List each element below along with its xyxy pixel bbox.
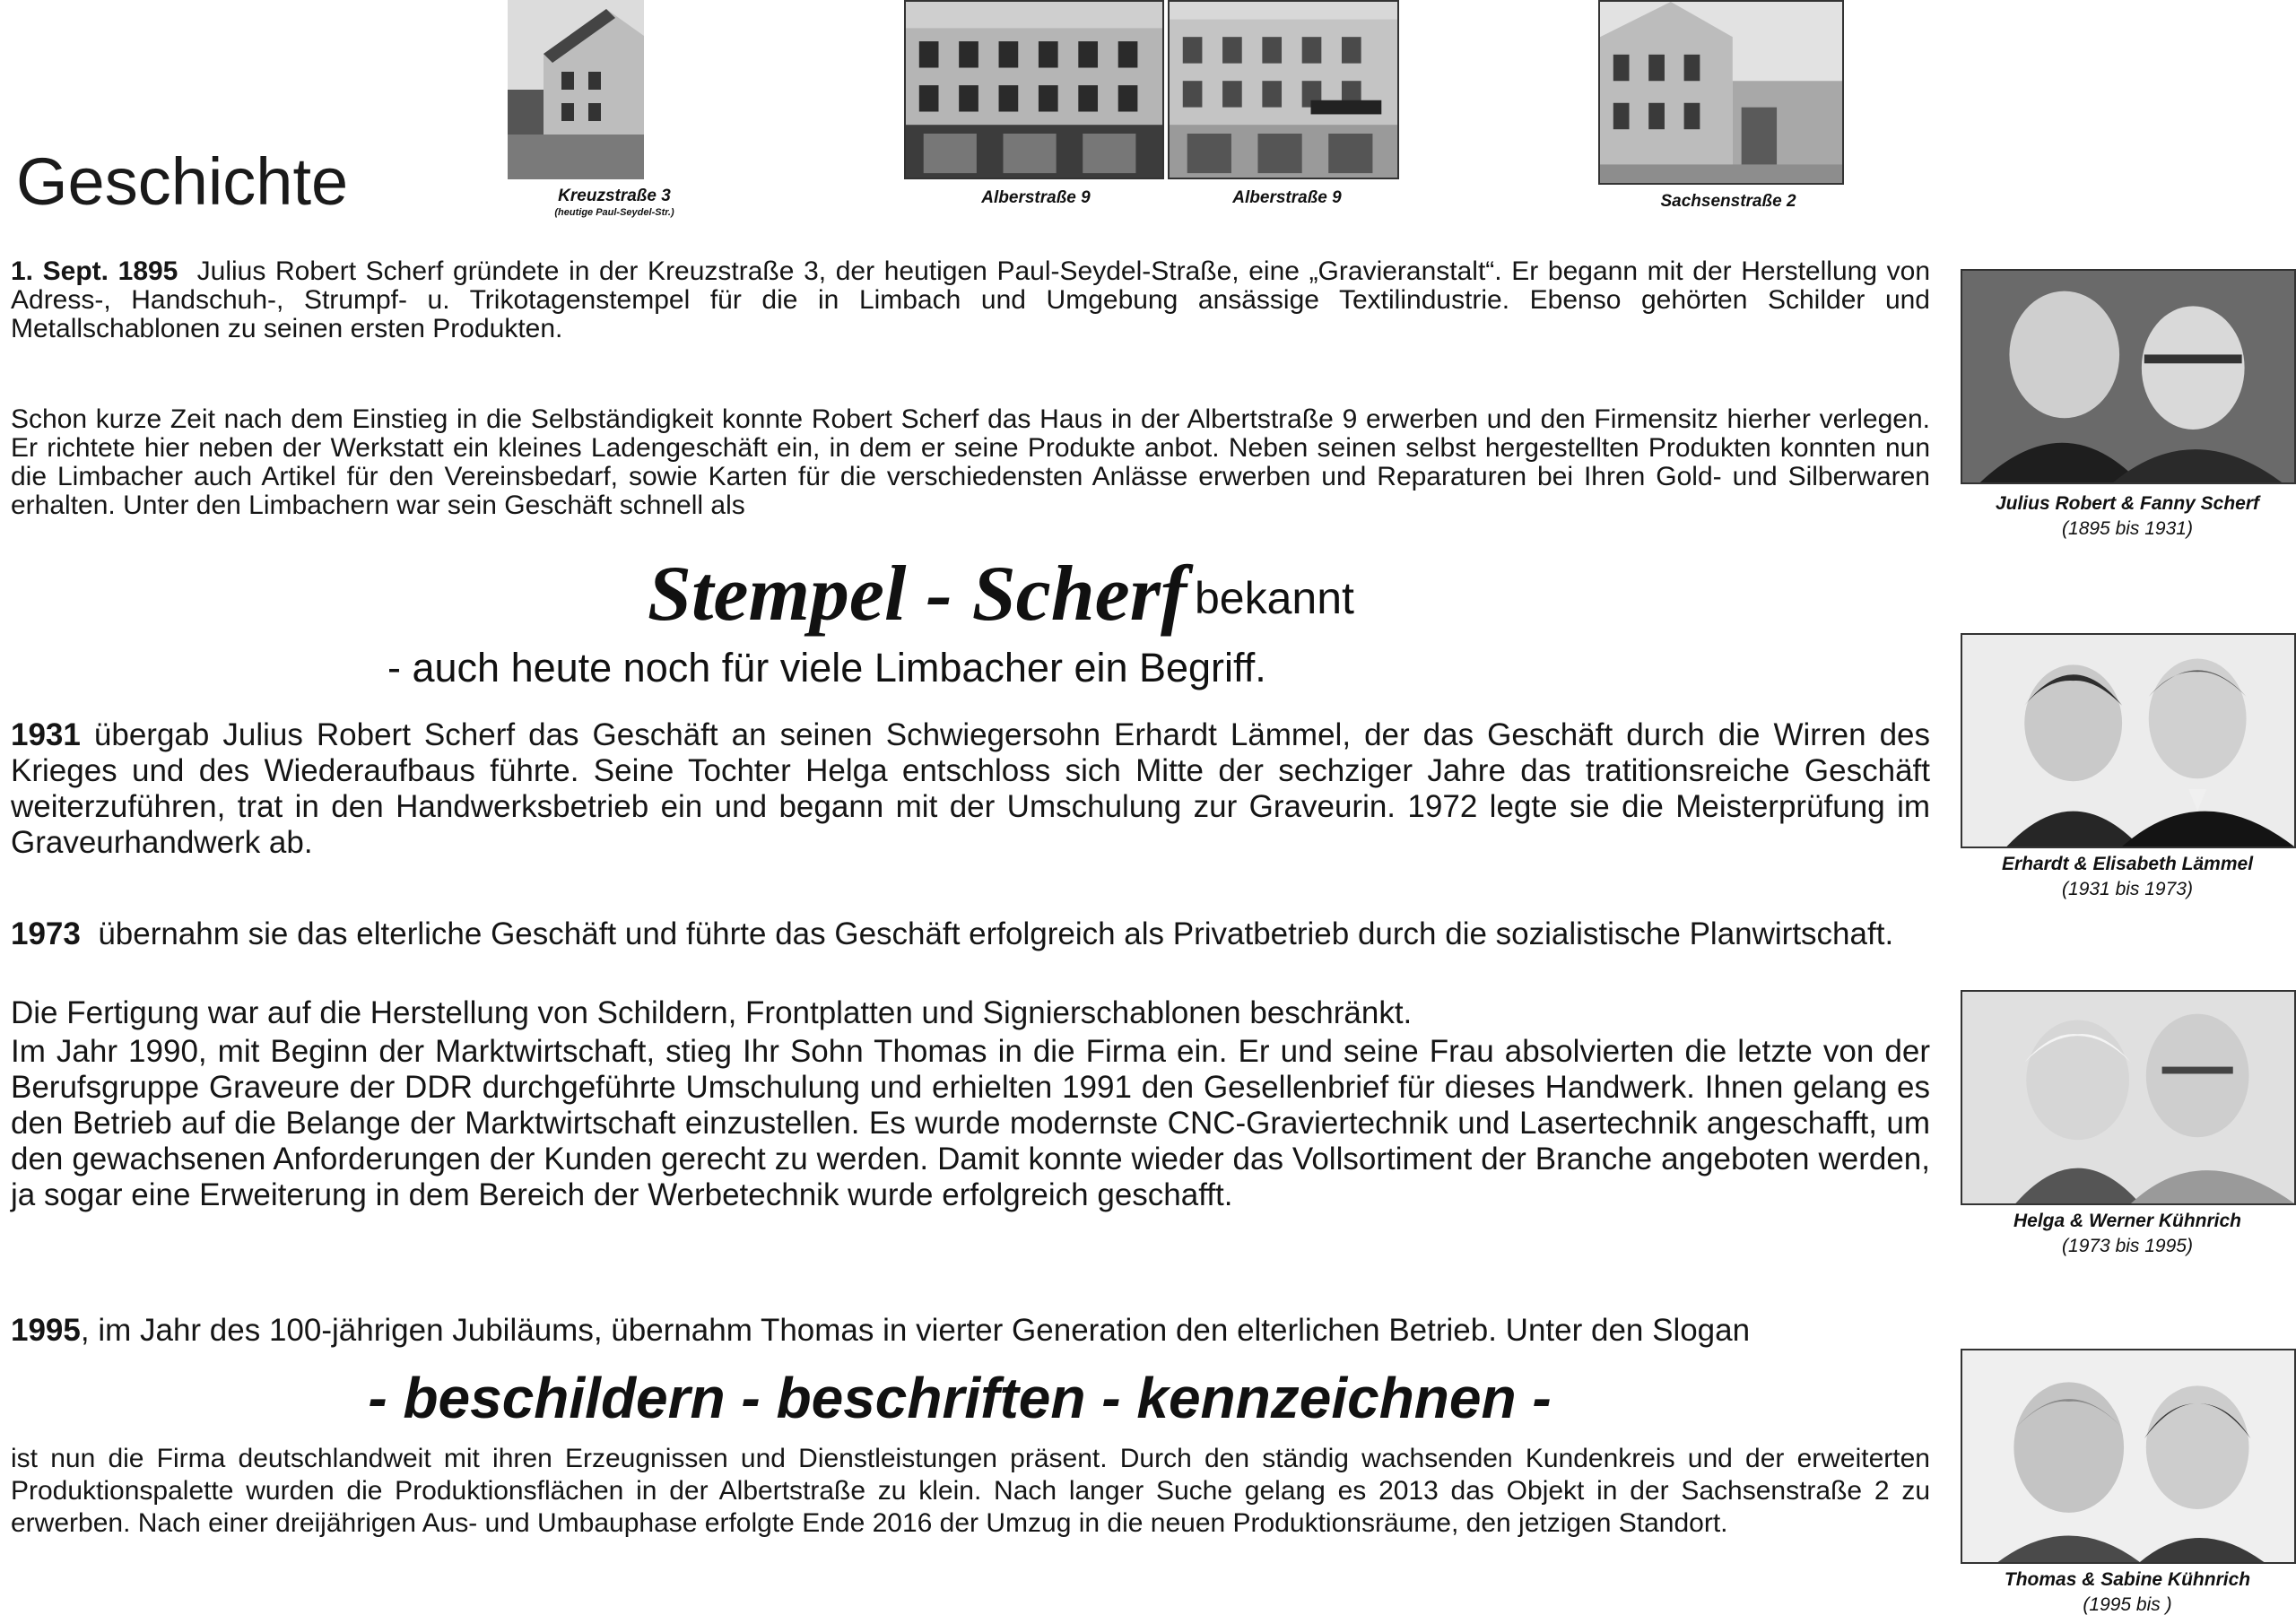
portrait-years-kuehnrich-thomas-sabine: (1995 bis ) xyxy=(2083,1594,2172,1615)
slogan: - beschildern - beschriften - kennzeichnen - xyxy=(368,1366,1552,1430)
portrait-name-scherf: Julius Robert & Fanny Scherf xyxy=(1995,493,2260,514)
building-caption-sachsenstrasse: Sachsenstraße 2 xyxy=(1660,192,1796,211)
building-photo-alberstrasse-new xyxy=(1168,0,1399,179)
building-caption-kreuzstrasse: Kreuzstraße 3 (heutige Paul-Seydel-Str.) xyxy=(554,187,674,218)
page-title: Geschichte xyxy=(16,144,349,219)
portrait-kuehnrich-helga-werner xyxy=(1961,990,2296,1205)
year-1995: 1995 xyxy=(11,1313,81,1348)
portrait-laemmel xyxy=(1961,633,2296,848)
portrait-caption-scherf xyxy=(1959,491,2296,542)
stempel-scherf-title: Stempel - Scherf xyxy=(648,551,1187,638)
paragraph-1931-text: übergab Julius Robert Scherf das Geschäft an seinen Schwiegersohn Erhardt Lämmel, der das Geschäft durch die Wirren des Krieges und des Wiederaufbaus führte. Seine Tochter Helga entschloss sich Mitte der sechziger Jahre das tratitionsreiche Geschäft weiterzuführen, trat in den Handwerksbetrieb ein und begann mit der Umschulung zur Graveurin. 1972 legte sie die Meisterprüfung im Graveurhandwerk ab. xyxy=(11,717,1930,860)
portrait-years-scherf: (1895 bis 1931) xyxy=(2062,518,2193,539)
portrait-years-laemmel: (1931 bis 1973) xyxy=(2062,879,2193,899)
bekannt-text: bekannt xyxy=(1195,573,1354,623)
history-paragraph-1895 xyxy=(11,257,1930,343)
portrait-caption-laemmel xyxy=(1959,852,2296,902)
history-paragraph-1995 xyxy=(11,1313,1930,1349)
history-paragraph-fertigung: Die Fertigung war auf die Herstellung von Schildern, Frontplatten und Signierschablonen beschränkt. xyxy=(11,995,1413,1030)
portrait-scherf xyxy=(1961,269,2296,484)
portrait-years-kuehnrich-helga-werner: (1973 bis 1995) xyxy=(2062,1236,2193,1256)
building-caption-alberstrasse-old: Alberstraße 9 xyxy=(981,188,1091,207)
begriff-text: - auch heute noch für viele Limbacher ein Begriff. xyxy=(387,645,1266,690)
history-paragraph-1931 xyxy=(11,717,1930,861)
history-paragraph-albertstrasse: Schon kurze Zeit nach dem Einstieg in die Selbständigkeit konnte Robert Scherf das Haus in der Albertstraße 9 erwerben und den Firmensitz hierher verlegen. Er richtete hier neben der Werkstatt ein kleines Ladengeschäft ein, in dem er seine Produkte anbot. Neben seinen selbst hergestellten Produkten konnten nun die Limbacher auch Artikel für den Vereinsbedarf, sowie Karten für die verschiedensten Anlässe erwerben und Reparaturen bei Ihren Gold- und Silberwaren erhalten. Unter den Limbachern war sein Geschäft schnell als xyxy=(11,404,1930,520)
portrait-name-laemmel: Erhardt & Elisabeth Lämmel xyxy=(2001,854,2254,874)
building-photo-alberstrasse-old xyxy=(904,0,1164,179)
portrait-caption-kuehnrich-thomas-sabine xyxy=(1959,1567,2296,1615)
building-photo-kreuzstrasse xyxy=(508,0,644,179)
paragraph-1973-text: übernahm sie das elterliche Geschäft und führte das Geschäft erfolgreich als Privatbetrieb durch die sozialistische Planwirtschaft. xyxy=(98,916,1894,951)
building-photo-sachsenstrasse xyxy=(1598,0,1844,185)
paragraph-1895-text: Julius Robert Scherf gründete in der Kreuzstraße 3, der heutigen Paul-Seydel-Straße, eine „Gravieranstalt“. Er begann mit der Herstellung von Adress-, Handschuh-, Strumpf- u. Trikotagenstempel für die in Limbach und Umgebung ansässige Textilindustrie. Ebenso gehörten Schilder und Metallschablonen zu seinen ersten Produkten. xyxy=(11,256,1931,343)
portrait-kuehnrich-thomas-sabine xyxy=(1961,1349,2296,1564)
year-1973: 1973 xyxy=(11,916,81,951)
portrait-caption-kuehnrich-helga-werner xyxy=(1959,1209,2296,1259)
portrait-name-kuehnrich-helga-werner: Helga & Werner Kühnrich xyxy=(2013,1211,2241,1231)
history-paragraph-1973 xyxy=(11,916,1930,952)
year-1895: 1. Sept. 1895 xyxy=(11,256,178,286)
paragraph-1995-text: , im Jahr des 100-jährigen Jubiläums, übernahm Thomas in vierter Generation den elterlichen Betrieb. Unter den Slogan xyxy=(80,1313,1751,1348)
building-caption-alberstrasse-new: Alberstraße 9 xyxy=(1232,188,1342,207)
history-paragraph-1990: Im Jahr 1990, mit Beginn der Marktwirtschaft, stieg Ihr Sohn Thomas in die Firma ein. Er und seine Frau absolvierten die letzte von der Berufsgruppe Graveure der DDR durchgeführte Umschulung und erhielten 1991 den Gesellenbrief für dieses Handwerk. Ihnen gelang es den Betrieb auf die Belange der Marktwirtschaft einzustellen. Es wurde modernste CNC-Graviertechnik und Lasertechnik angeschafft, um den gewachsenen Anforderungen der Kunden gerecht zu werden. Damit konnte wieder das Vollsortiment der Branche angeboten werden, ja sogar eine Erweiterung in dem Bereich der Werbetechnik wurde erfolgreich geschafft. xyxy=(11,1034,1930,1212)
history-paragraph-today: ist nun die Firma deutschlandweit mit ihren Erzeugnissen und Dienstleistungen präsent. Durch den ständig wachsenden Kundenkreis und der erweiterten Produktionspalette wurden die Produktionsflächen in der Albertstraße zu klein. Nach langer Suche gelang es 2013 das Objekt in der Sachsenstraße 2 zu erwerben. Nach einer dreijährigen Aus- und Umbauphase erfolgte Ende 2016 der Umzug in die neuen Produktionsräume, den jetzigen Standort. xyxy=(11,1444,1930,1538)
year-1931: 1931 xyxy=(11,717,81,752)
portrait-name-kuehnrich-thomas-sabine: Thomas & Sabine Kühnrich xyxy=(2004,1569,2251,1590)
